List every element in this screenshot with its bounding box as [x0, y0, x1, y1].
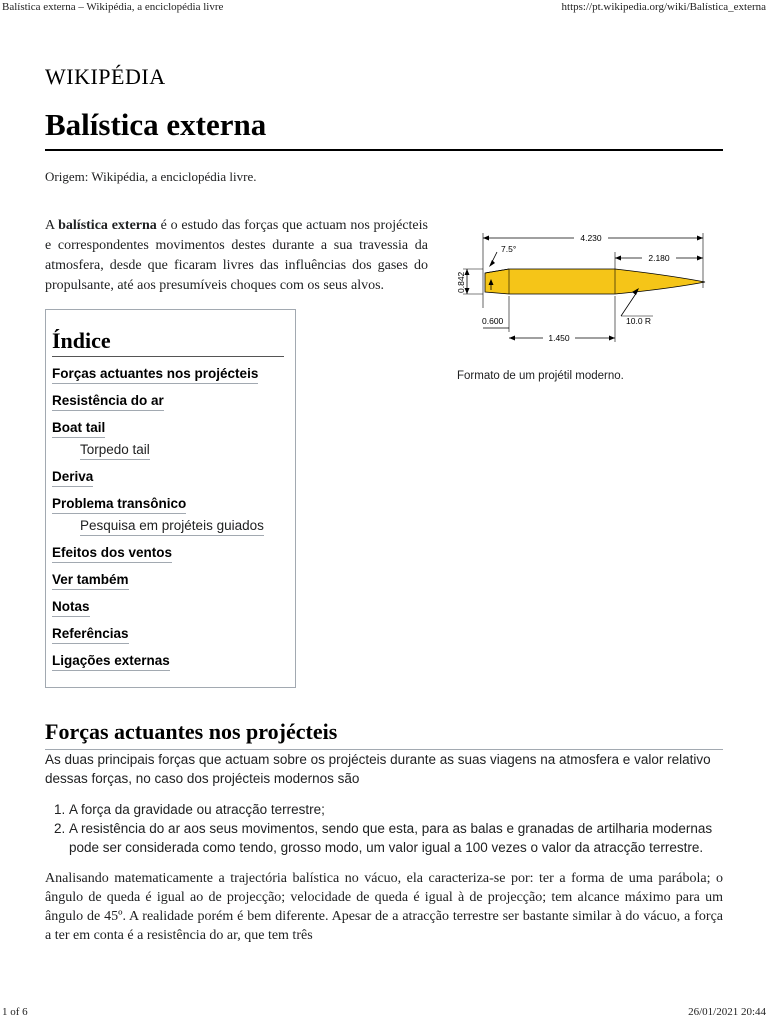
- toc-item-label[interactable]: Deriva: [52, 468, 93, 487]
- dim-total-length: 4.230: [580, 232, 602, 243]
- print-footer: [0, 1006, 768, 1022]
- page-title: Balística externa: [45, 106, 723, 151]
- section-paragraph: Analisando matematicamente a trajectória balística no vácuo, ela caracteriza-se por: ter a forma de uma parábola; o ângulo de queda é igual ao de projecção; velocidade de queda é igual à de projecção; tem alcance máximo para um ângulo de 45º. A realidade porém é bem diferente. Apesar de a atracção terrestre ser bastante similar à do vácuo, a força a ter em conta é a resistência do ar, que tem três: [45, 871, 723, 943]
- print-header: [0, 1, 768, 17]
- arrowhead-left-icon: [509, 335, 515, 340]
- dim-boat-tail-angle: 7.5°: [501, 243, 517, 254]
- toc-subitem[interactable]: [80, 517, 295, 536]
- section-intro: As duas principais forças que actuam sobre os projécteis durante as suas viagens na atmosfera e valor relativo dessas forças, no caso dos projécteis modernos são: [45, 752, 711, 786]
- intro-term: balística externa: [58, 217, 157, 233]
- dim-nose-length: 2.180: [648, 252, 670, 263]
- toc-item-label[interactable]: Ver também: [52, 571, 129, 590]
- angle-arrow-icon: [489, 260, 495, 267]
- toc-item[interactable]: [52, 419, 295, 460]
- intro-text: é o estudo das forças que actuam nos projécteis e correspondentes movimentos destes durante a sua travessia da atmosfera, desde que ficaram livres das influências dos gases do propulsante, até aos presumíveis choques com os seus alvos.: [45, 217, 428, 293]
- section-body: [45, 750, 723, 945]
- toc-title: Índice: [52, 328, 284, 357]
- toc-item-label[interactable]: Problema transônico: [52, 495, 186, 514]
- toc-item-label[interactable]: Efeitos dos ventos: [52, 544, 172, 563]
- intro-prefix: A: [45, 217, 59, 233]
- toc-subitem-label[interactable]: Torpedo tail: [80, 441, 150, 460]
- toc-subitem[interactable]: [80, 441, 295, 460]
- toc-item-label[interactable]: Forças actuantes nos projécteis: [52, 365, 258, 384]
- table-of-contents: [45, 309, 296, 688]
- toc-item[interactable]: [52, 625, 295, 644]
- list-item: 2. A resistência do ar aos seus movimentos, sendo que esta, para as balas e granadas de artilharia modernas pode ser considerada como tendo, grosso modo, um valor igual a 100 vezes o valor da atracção terrestre.: [69, 819, 723, 857]
- toc-item[interactable]: [52, 495, 295, 536]
- wikipedia-wordmark[interactable]: WIKIPÉDIA: [45, 64, 166, 89]
- intro-row: [45, 186, 723, 686]
- print-header-title: Balística externa – Wikipédia, a enciclopédia livre: [2, 1, 224, 13]
- toc-item-label[interactable]: Ligações externas: [52, 652, 170, 671]
- arrowhead-right-icon: [697, 235, 703, 240]
- dim-ogive-radius: 10.0 R: [626, 315, 652, 326]
- toc-item[interactable]: [52, 652, 295, 671]
- section-heading: Forças actuantes nos projécteis: [45, 719, 723, 750]
- radius-leader: [621, 292, 637, 316]
- toc-item[interactable]: [52, 544, 295, 563]
- origin-note: Origem: Wikipédia, a enciclopédia livre.: [45, 168, 257, 184]
- toc-item[interactable]: [52, 571, 295, 590]
- arrowhead-right-icon: [697, 255, 703, 260]
- print-datetime: 26/01/2021 20:44: [688, 1006, 766, 1018]
- bullet-shape: [485, 269, 705, 294]
- toc-item[interactable]: [52, 365, 295, 384]
- toc-list: [52, 365, 295, 671]
- figure-caption: Formato de um projétil moderno.: [457, 369, 624, 382]
- projectile-diagram[interactable]: [453, 230, 715, 360]
- dim-diameter: 0.842: [456, 271, 466, 293]
- dim-body-length: 1.450: [548, 332, 570, 343]
- toc-item-label[interactable]: Referências: [52, 625, 129, 644]
- toc-item-label[interactable]: Boat tail: [52, 419, 105, 438]
- toc-item[interactable]: [52, 468, 295, 487]
- forces-list: [45, 800, 723, 857]
- toc-subitem-label[interactable]: Pesquisa em projéteis guiados: [80, 517, 264, 536]
- projectile-figure: [453, 230, 723, 382]
- arrowhead-left-icon: [615, 255, 621, 260]
- dim-base-length: 0.600: [482, 315, 504, 326]
- arrowhead-right-icon: [609, 335, 615, 340]
- intro-paragraph: [45, 216, 428, 296]
- toc-item[interactable]: [52, 392, 295, 411]
- toc-item[interactable]: [52, 598, 295, 617]
- print-header-url[interactable]: https://pt.wikipedia.org/wiki/Balística_externa: [561, 1, 766, 13]
- article-content: [45, 60, 723, 686]
- toc-item-label[interactable]: Resistência do ar: [52, 392, 164, 411]
- toc-item-label[interactable]: Notas: [52, 598, 90, 617]
- arrowhead-left-icon: [483, 235, 489, 240]
- page-number: 1 of 6: [2, 1006, 28, 1018]
- list-item: 1. A força da gravidade ou atracção terrestre;: [69, 800, 723, 819]
